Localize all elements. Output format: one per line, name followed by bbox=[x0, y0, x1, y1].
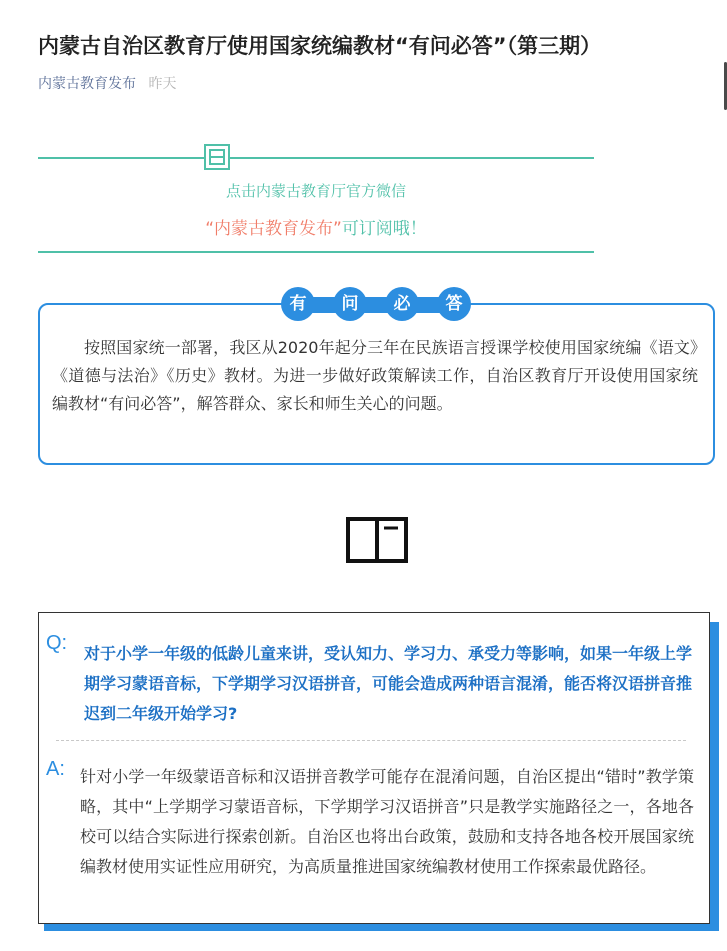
subscribe-prompt: 点击内蒙古教育厅官方微信 bbox=[225, 182, 406, 200]
publish-time: 昨天 bbox=[148, 76, 177, 92]
answer-label: A: bbox=[46, 758, 65, 780]
qa-divider bbox=[56, 740, 686, 741]
subscribe-account-name: “内蒙古教育发布” bbox=[205, 219, 342, 239]
book-icon bbox=[346, 517, 408, 563]
banner-top-line bbox=[38, 157, 594, 159]
qa-banner-bar bbox=[293, 297, 461, 313]
intro-text: 按照国家统一部署，我区从2020年起分三年在民族语言授课学校使用国家统编《语文》《道德与法治》《历史》教材。为进一步做好政策解读工作，自治区教育厅开设使用国家统编教材“有问必答”，解答群众、家长和师生关心的问题。 bbox=[52, 338, 698, 413]
account-link[interactable]: 内蒙古教育发布 bbox=[38, 76, 136, 92]
qa-banner-char: 必 bbox=[385, 287, 419, 321]
article-title: 内蒙古自治区教育厅使用国家统编教材“有问必答”（第三期） bbox=[38, 34, 602, 58]
subscribe-frame-icon bbox=[204, 144, 230, 170]
subscribe-cta[interactable] bbox=[38, 214, 594, 239]
question-label: Q: bbox=[46, 632, 68, 654]
qa-banner-char: 答 bbox=[437, 287, 471, 321]
article-meta bbox=[38, 73, 176, 93]
banner-bottom-line bbox=[38, 251, 594, 253]
answer-text: 针对小学一年级蒙语音标和汉语拼音教学可能存在混淆问题，自治区提出“错时”教学策略，其中“上学期学习蒙语音标，下学期学习汉语拼音”只是教学实施路径之一，各地各校可以结合实际进行探索创新。自治区也将出台政策，鼓励和支持各地各校开展国家统编教材使用实证性应用研究，为高质量推进国家统编教材使用工作探索最优路径。 bbox=[80, 767, 694, 876]
question-text: 对于小学一年级的低龄儿童来讲，受认知力、学习力、承受力等影响，如果一年级上学期学习蒙语音标，下学期学习汉语拼音，可能会造成两种语言混淆，能否将汉语拼音推迟到二年级开始学习? bbox=[84, 644, 693, 723]
qa-banner-char: 有 bbox=[281, 287, 315, 321]
qa-banner-char: 问 bbox=[333, 287, 367, 321]
subscribe-cta-text: 可订阅哦！ bbox=[341, 219, 427, 239]
